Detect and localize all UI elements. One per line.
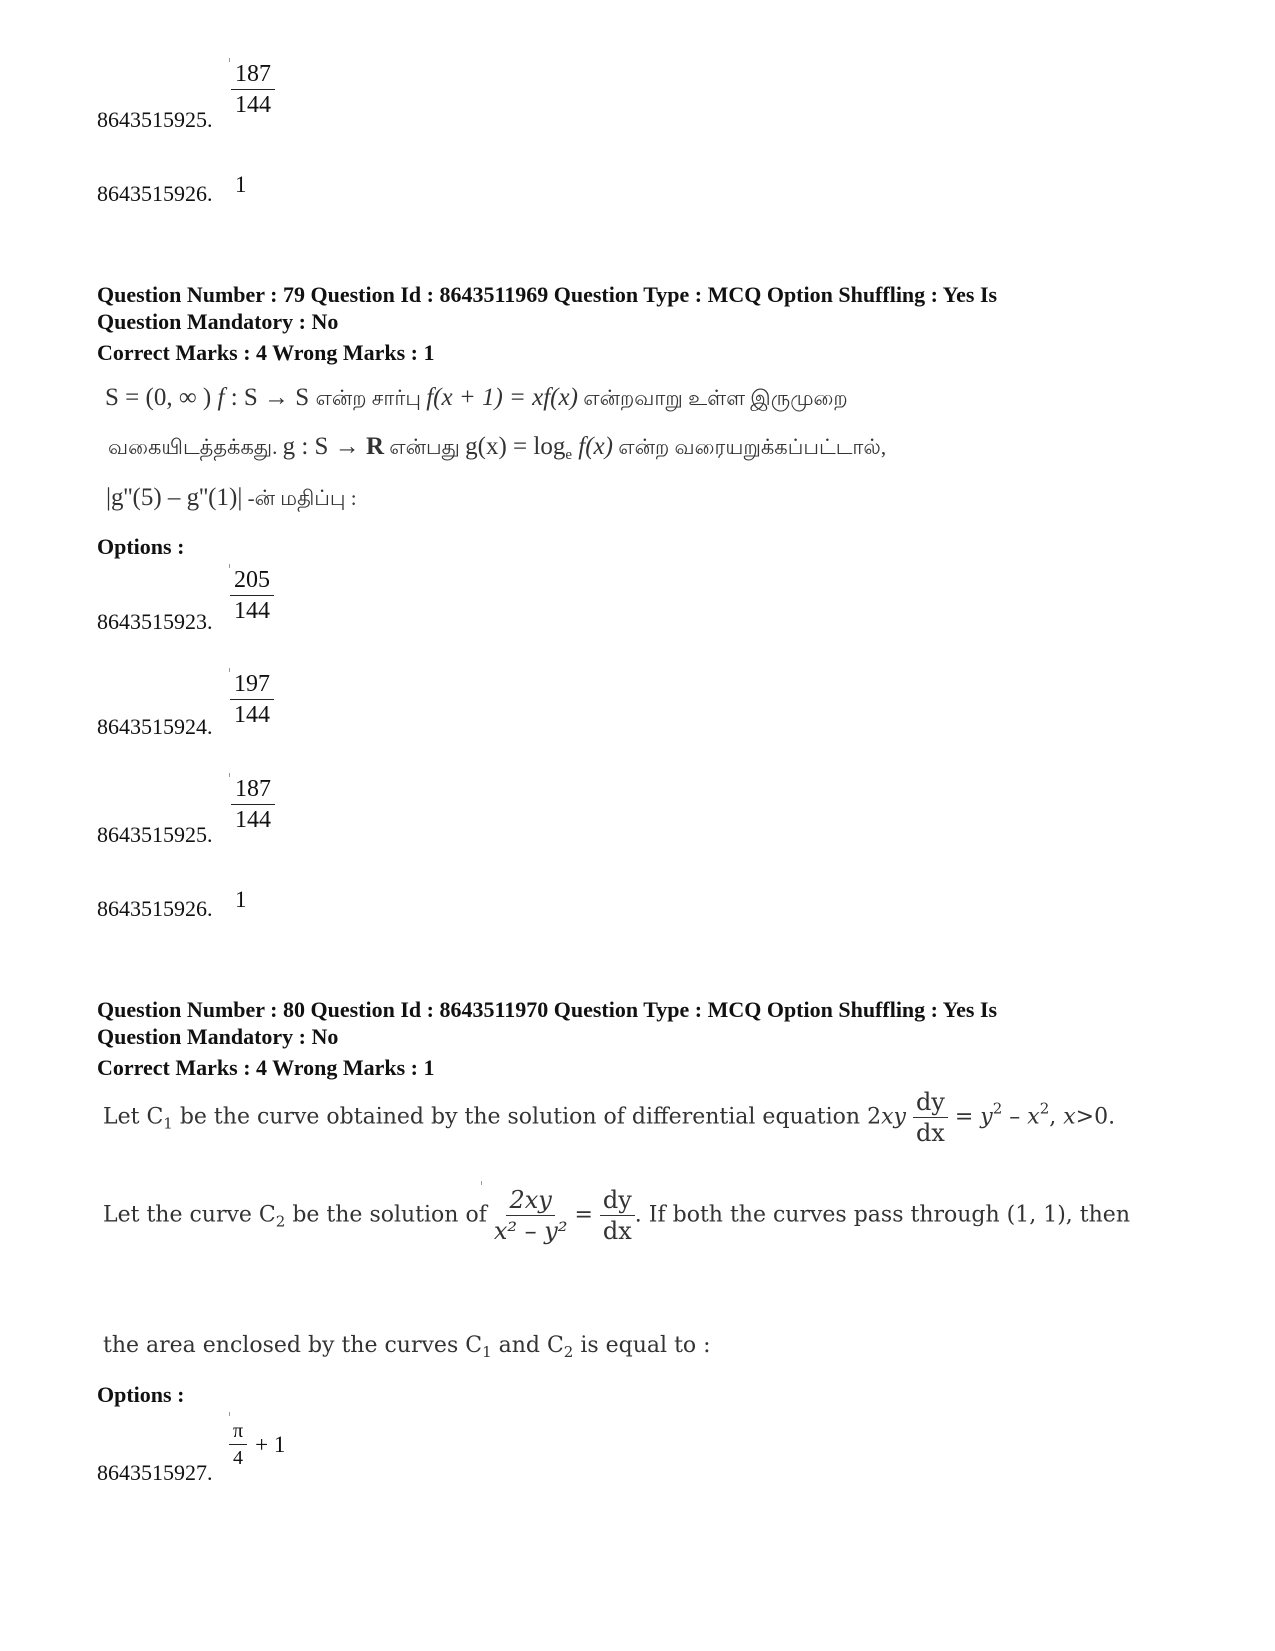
option-fraction: $\frac{205}{144}$ [230, 568, 274, 623]
option-id: 8643515924. [97, 714, 213, 739]
derivative-fraction: $\frac{dy}{dx}$ [913, 1090, 948, 1145]
option-id: 8643515926. [97, 181, 213, 206]
option-id: 8643515926. [97, 896, 213, 921]
marks-info: Correct Marks : 4 Wrong Marks : 1 [97, 340, 435, 365]
question-text-line: the area enclosed by the curves $C_1$ and $C_2$ is equal to : [103, 1333, 711, 1361]
marks-info: Correct Marks : 4 Wrong Marks : 1 [97, 1055, 435, 1080]
question-header: Question Number : 79 Question Id : 8643511969 Question Type : MCQ Option Shuffling : Yes Is Question Mandatory : No [97, 282, 998, 334]
option-fraction: $\frac{187}{144}$ [231, 777, 275, 832]
option-value: 1 [235, 887, 247, 912]
question-text-line: வகையிடத்தக்கது. g : S → R என்பது $g(x) = \log_e f(x)$ என்ற வரையறுக்கப்பட்டால், [108, 433, 887, 463]
option-id: 8643515923. [97, 609, 213, 634]
option-value: 1 [235, 172, 247, 197]
options-label: Options : [97, 534, 185, 559]
question-text-line: Let $C_1$ be the curve obtained by the solution of differential equation 2xy $\frac{dy}{dx}$ = $y^2 - x^2$, x>0. [103, 1088, 1116, 1147]
derivative-fraction: $\frac{dy}{dx}$ [600, 1188, 635, 1243]
question-header: Question Number : 80 Question Id : 8643511970 Question Type : MCQ Option Shuffling : Yes Is Question Mandatory : No [97, 997, 998, 1049]
option-fraction: $\frac{197}{144}$ [230, 672, 274, 727]
options-label: Options : [97, 1382, 185, 1407]
option-fraction: $\frac{187}{144}$ [231, 62, 275, 117]
option-id: 8643515927. [97, 1460, 213, 1485]
question-text-line: S = (0, ∞ ) f : S → S என்ற சார்பு f(x + 1) = xf(x) என்றவாறு உள்ள இருமுறை [105, 384, 848, 411]
question-text-line: Let the curve $C_2$ be the solution of $\frac{2xy}{\text{x² – y²}}$ = $\frac{dy}{dx}$ . If both the curves pass through (1, 1), then [103, 1186, 1130, 1245]
option-id: 8643515925. [97, 107, 213, 132]
question-text-line: |g''(5) – g''(1)| -ன் மதிப்பு : [106, 484, 357, 511]
option-id: 8643515925. [97, 822, 213, 847]
equation-fraction: $\frac{2xy}{\text{x² – y²}}$ [493, 1186, 568, 1245]
option-fraction-expression: $\frac{\pi}{4}$ + 1 [229, 1421, 285, 1468]
